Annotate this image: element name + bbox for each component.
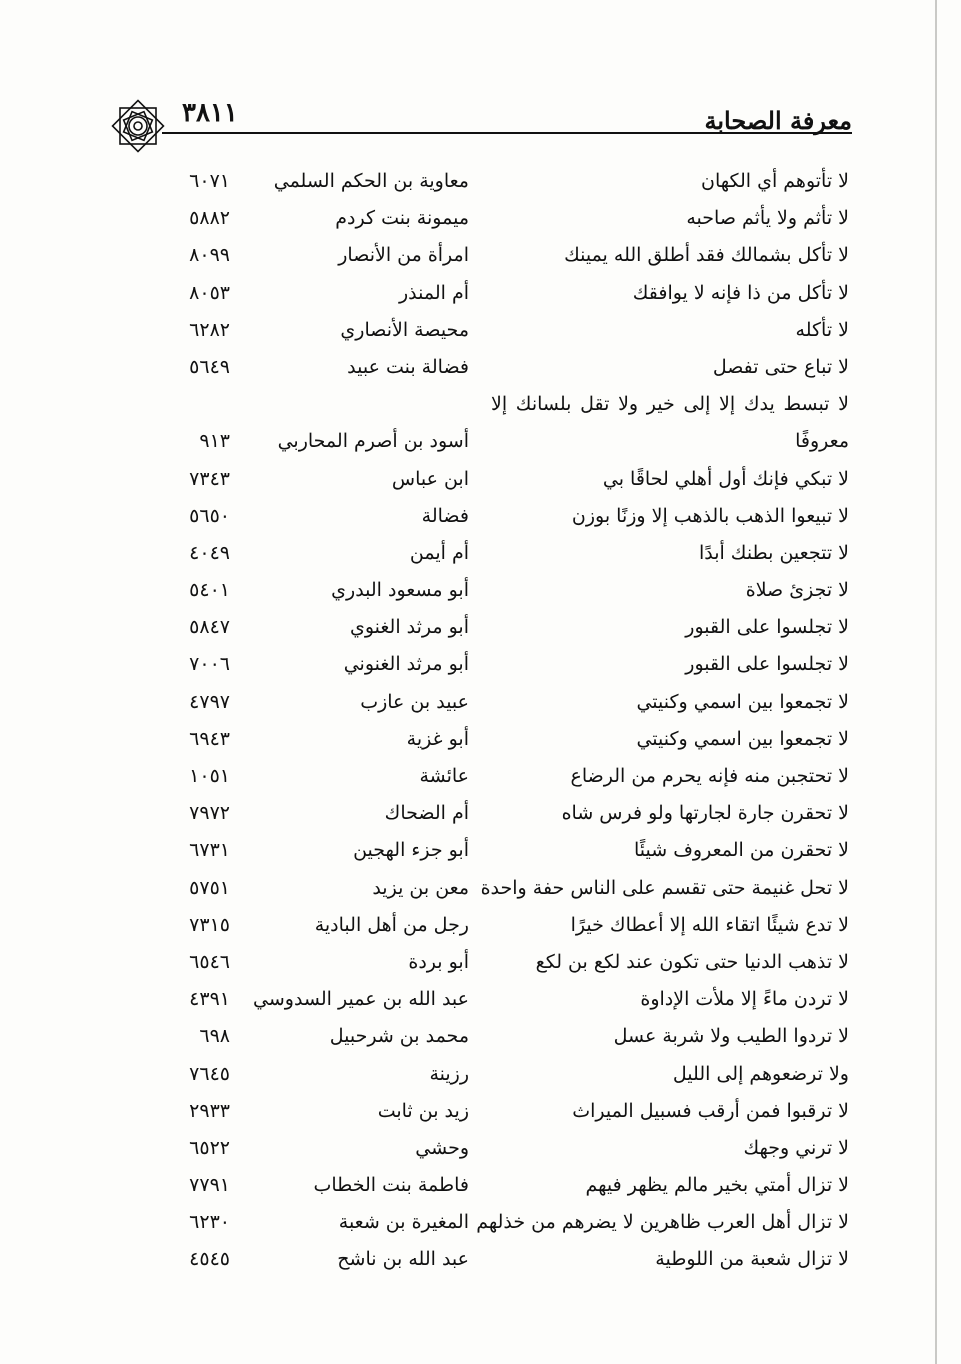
hadith-text: لا تزال أهل العرب ظاهرين لا يضرهم من خذلهم xyxy=(476,1211,849,1234)
hadith-number: ٧٠٠٦ xyxy=(189,653,230,676)
narrator-name: أم أيمن xyxy=(409,541,469,564)
narrator-name: رزينة xyxy=(429,1062,469,1085)
hadith-number: ٩١٣ xyxy=(199,430,230,453)
hadith-text: لا تزال شعبة من اللوطية xyxy=(655,1248,849,1271)
hadith-text: ولا ترضعوهم إلى الليل xyxy=(672,1062,849,1085)
index-row xyxy=(0,612,961,649)
hadith-text: لا تجلسوا على القبور xyxy=(685,653,849,676)
index-row xyxy=(0,835,961,872)
index-row xyxy=(0,1170,961,1207)
index-row xyxy=(0,1207,961,1244)
index-row xyxy=(0,724,961,761)
hadith-text: لا تتجعين بطنك أبدًا xyxy=(698,541,849,564)
index-row xyxy=(0,1244,961,1281)
hadith-number: ٦٢٣٠ xyxy=(189,1211,230,1234)
narrator-name: زيد بن ثابت xyxy=(377,1099,469,1122)
hadith-text: لا تأثم ولا يأثم صاحبه xyxy=(686,207,849,230)
hadith-text: لا تبسط يدك إلا إلى خير ولا تقل بلسانك إلا xyxy=(491,393,849,416)
hadith-number: ٤٥٤٥ xyxy=(189,1248,230,1271)
hadith-number: ٧٩٧٢ xyxy=(189,802,230,825)
index-row xyxy=(0,649,961,686)
hadith-text: لا تجزئ صلاة xyxy=(745,579,849,602)
hadith-number: ٤٠٤٩ xyxy=(189,541,230,564)
hadith-number: ٦٥٤٦ xyxy=(189,950,230,973)
index-row xyxy=(0,1059,961,1096)
hadith-number: ٦٢٨٢ xyxy=(189,318,230,341)
hadith-number: ٥٦٥٠ xyxy=(189,504,230,527)
narrator-name: أبو مسعود البدري xyxy=(331,579,469,602)
index-row xyxy=(0,426,961,463)
narrator-name: امرأة من الأنصار xyxy=(338,244,469,267)
narrator-name: أم المنذر xyxy=(398,281,469,304)
page-title: معرفة الصحابة xyxy=(704,106,852,135)
hadith-number: ٢٩٣٣ xyxy=(189,1099,230,1122)
index-row xyxy=(0,464,961,501)
hadith-text: لا تدع شيئًا اتقاء الله إلا أعطاك خيرًا xyxy=(570,913,849,936)
index-row xyxy=(0,352,961,389)
header-rule xyxy=(162,132,852,134)
hadith-number: ٦٩٤٣ xyxy=(189,727,230,750)
hadith-text: لا تردن ماءً إلا ملأت الإداوة xyxy=(640,988,849,1011)
hadith-number: ٥٦٤٩ xyxy=(189,355,230,378)
hadith-number: ٤٧٩٧ xyxy=(189,690,230,713)
page-number: ٣٨١١ xyxy=(182,98,238,128)
narrator-name: وحشي xyxy=(415,1136,469,1159)
hadith-text: لا تجمعوا بين اسمي وكنيتي xyxy=(636,727,849,750)
narrator-name: أبو مرثد الغنوني xyxy=(343,653,469,676)
hadith-number: ٥٤٠١ xyxy=(189,579,230,602)
hadith-text: لا تبيعوا الذهب بالذهب إلا وزنًا بوزن xyxy=(571,504,849,527)
hadith-text: لا تبكي فإنك أول أهلي لحاقًا بي xyxy=(602,467,849,490)
narrator-name: عبيد بن عازب xyxy=(360,690,469,713)
hadith-number: ٤٣٩١ xyxy=(189,988,230,1011)
narrator-name: أبو غزية xyxy=(406,727,469,750)
hadith-text: لا تزال أمتي بخير مالم يظهر فيهم xyxy=(585,1174,849,1197)
hadith-number: ٧٣١٥ xyxy=(189,913,230,936)
index-row xyxy=(0,1021,961,1058)
narrator-name: أبو بردة xyxy=(408,950,469,973)
hadith-text: لا تباع حتى تفصل xyxy=(712,355,849,378)
index-table xyxy=(0,166,961,1282)
hadith-number: ٦٧٣١ xyxy=(189,839,230,862)
narrator-name: معاوية بن الحكم السلمي xyxy=(273,170,469,192)
hadith-number: ١٠٥١ xyxy=(189,765,230,787)
index-row xyxy=(0,761,961,798)
hadith-number: ٦٠٧١ xyxy=(189,170,230,192)
index-row xyxy=(0,501,961,538)
hadith-number: ٥٨٤٧ xyxy=(189,616,230,639)
hadith-text: لا تذهب الدنيا حتى تكون عند لكع بن لكع xyxy=(535,950,849,973)
ornament-icon xyxy=(108,96,168,156)
index-row xyxy=(0,575,961,612)
index-row xyxy=(0,166,961,203)
narrator-name: محمد بن شرحبيل xyxy=(329,1025,469,1048)
index-row xyxy=(0,687,961,724)
hadith-number: ٥٧٥١ xyxy=(189,876,230,899)
page-header xyxy=(108,96,852,160)
index-row xyxy=(0,389,961,426)
hadith-text: لا تجمعوا بين اسمي وكنيتي xyxy=(636,690,849,713)
index-row xyxy=(0,278,961,315)
hadith-text: لا تأكل من ذا فإنه لا يوافقك xyxy=(632,281,849,304)
narrator-name: محيصة الأنصاري xyxy=(340,318,469,341)
index-row xyxy=(0,910,961,947)
hadith-text: لا تأكله xyxy=(795,318,849,341)
hadith-number: ٧٦٤٥ xyxy=(189,1062,230,1085)
narrator-name: معن بن يزيد xyxy=(372,876,469,899)
narrator-name: أبو جزء الهجين xyxy=(353,839,469,862)
index-row xyxy=(0,873,961,910)
hadith-text: لا تحقرن جارة لجارتها ولو فرس شاه xyxy=(561,802,849,825)
hadith-text: لا تحتجبن منه فإنه يحرم من الرضاع xyxy=(570,765,849,787)
hadith-text: لا ترقبوا فمن أرقب فسبيل الميراث xyxy=(572,1099,849,1122)
narrator-name: عبد الله بن عمير السدوسي xyxy=(253,988,469,1011)
hadith-number: ٨٠٩٩ xyxy=(189,244,230,267)
narrator-name: عائشة xyxy=(419,765,469,787)
index-row xyxy=(0,240,961,277)
hadith-text: لا تردوا الطيب ولا شربة عسل xyxy=(613,1025,849,1048)
hadith-text: معروفًا xyxy=(795,430,849,453)
hadith-text: لا تحقرن من المعروف شيئًا xyxy=(634,839,849,862)
index-row xyxy=(0,1133,961,1170)
hadith-number: ٥٨٨٢ xyxy=(189,207,230,230)
narrator-name: ميمونة بنت كردم xyxy=(335,207,469,230)
narrator-name: أبو مرثد الغنوي xyxy=(349,616,469,639)
index-row xyxy=(0,203,961,240)
index-row xyxy=(0,538,961,575)
index-row xyxy=(0,947,961,984)
narrator-name: أسود بن أصرم المحاربي xyxy=(277,430,469,453)
hadith-number: ٨٠٥٣ xyxy=(189,281,230,304)
hadith-text: لا تأتوهم أي الكهان xyxy=(700,170,849,192)
index-row xyxy=(0,315,961,352)
hadith-text: لا تجلسوا على القبور xyxy=(685,616,849,639)
hadith-number: ٦٥٢٢ xyxy=(189,1136,230,1159)
hadith-number: ٧٣٤٣ xyxy=(189,467,230,490)
hadith-text: لا ترني وجهك xyxy=(743,1136,849,1159)
narrator-name: فاطمة بنت الخطاب xyxy=(313,1174,469,1197)
narrator-name: أم الضحاك xyxy=(384,802,469,825)
index-row xyxy=(0,798,961,835)
narrator-name: ابن عباس xyxy=(391,467,469,490)
narrator-name: فضالة بنت عبيد xyxy=(347,355,469,378)
hadith-number: ٧٧٩١ xyxy=(189,1174,230,1197)
narrator-name: عبد الله بن ناشح xyxy=(337,1248,469,1271)
narrator-name: المغيرة بن شعبة xyxy=(338,1211,469,1234)
index-row xyxy=(0,984,961,1021)
hadith-text: لا تأكل بشمالك فقد أطلق الله يمينك xyxy=(564,244,849,267)
index-row xyxy=(0,1096,961,1133)
hadith-text: لا تحل غنيمة حتى تقسم على الناس حفة واحدة xyxy=(480,876,849,899)
narrator-name: رجل من أهل البادية xyxy=(314,913,469,936)
narrator-name: فضالة xyxy=(421,504,469,527)
hadith-number: ٦٩٨ xyxy=(199,1025,230,1048)
